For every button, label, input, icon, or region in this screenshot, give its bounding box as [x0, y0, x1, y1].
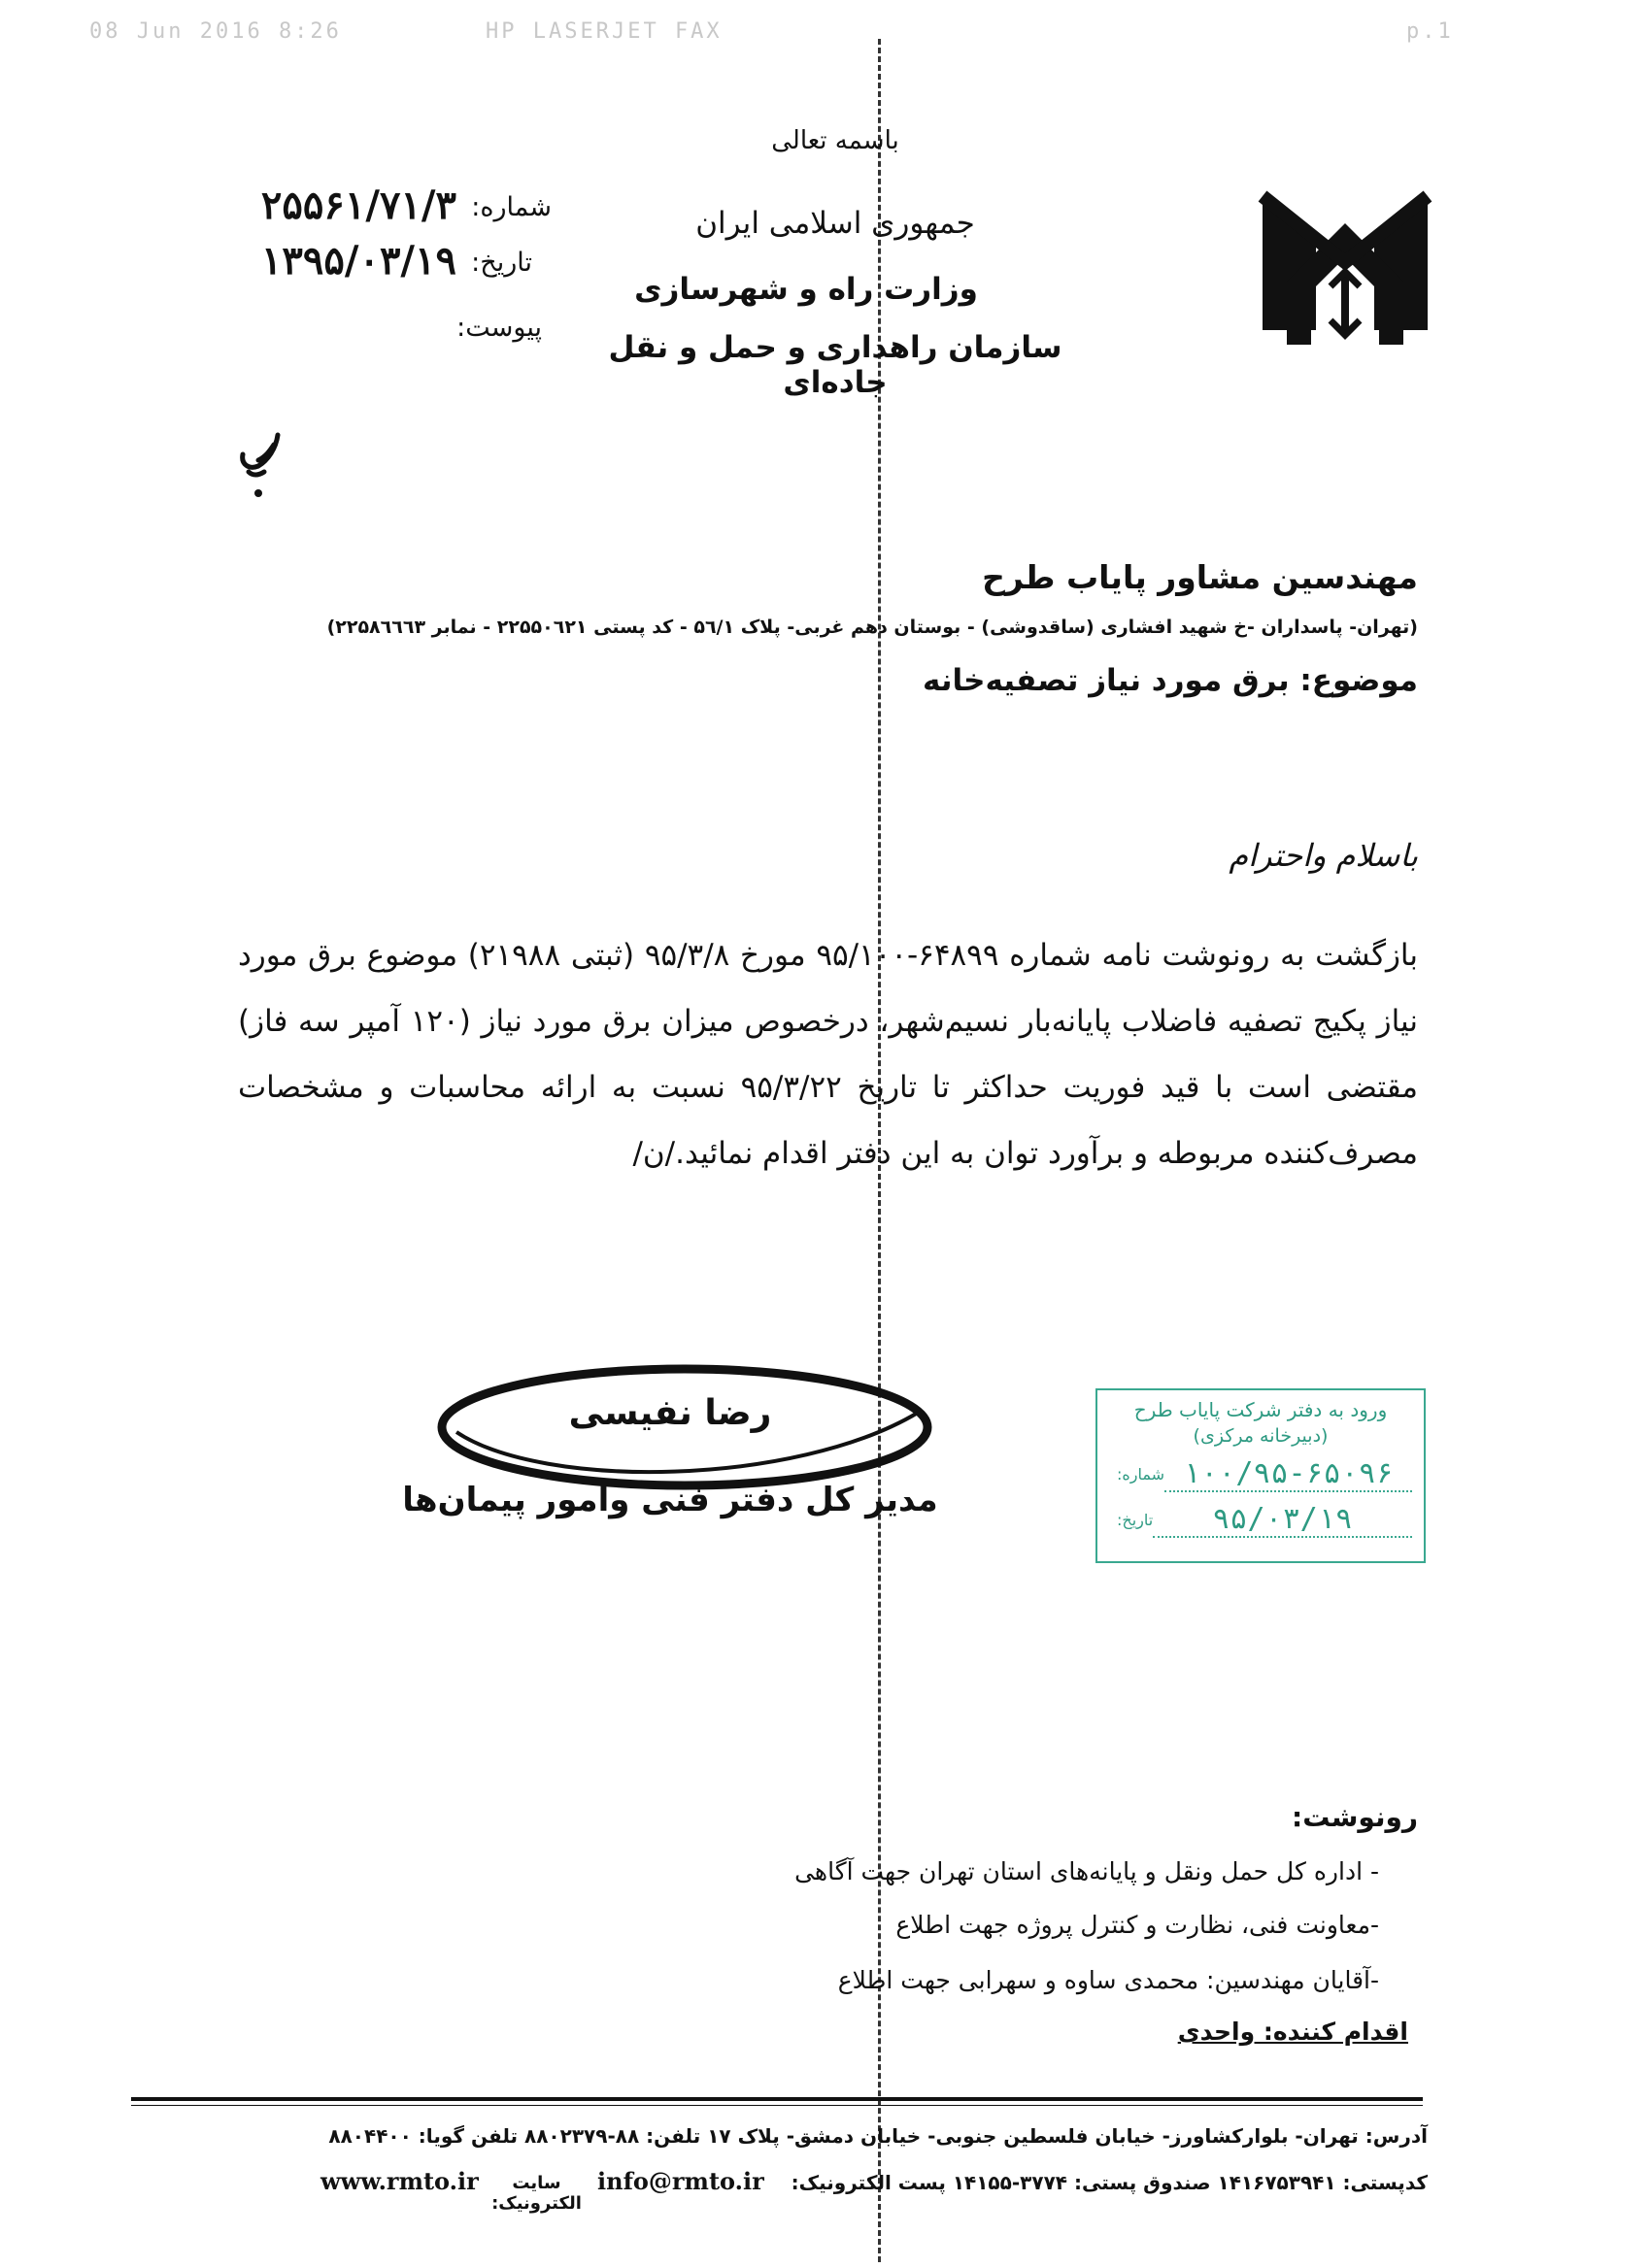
- fax-page-number: p.1: [1406, 19, 1454, 44]
- greeting: باسلام واحترام: [1229, 837, 1418, 874]
- footer-web-label: سایت الکترونیک:: [491, 2173, 582, 2214]
- organization-logo-icon: [1248, 184, 1442, 354]
- stamp-number-value: ۱۰۰/۹۵-۶۵۰۹۶: [1164, 1456, 1412, 1492]
- recipient-address: (تهران- پاسداران -خ شهید افشاری (ساقدوشی) - بوستان دهم غربی- پلاک ۵٦/۱ - کد پستی ۲۲۵۵۰٦۲۱ - نمابر ۲۲۵۸٦٦٦۳): [326, 617, 1418, 638]
- signatory-name: رضا نفیسی: [568, 1393, 772, 1433]
- cc-item: -آقایان مهندسین: محمدی ساوه و سهرابی جهت اطلاع: [837, 1966, 1379, 1994]
- stamp-number-label: شماره:: [1117, 1465, 1165, 1484]
- footer-postal-text: کدپستی: ۱۴۱۶۷۵۳۹۴۱ صندوق پستی: ۳۷۷۴-۱۴۱۵۵ پست الکترونیک:: [791, 2171, 1428, 2194]
- stamp-date-label: تاریخ:: [1117, 1511, 1154, 1529]
- letter-number-value: ۲۵۵۶۱/۷۱/۳: [260, 183, 456, 228]
- receipt-stamp: [1095, 1388, 1426, 1563]
- footer-divider: [131, 2097, 1423, 2101]
- footer-divider-thin: [131, 2105, 1423, 2106]
- footer-email-link[interactable]: info@rmto.ir: [597, 2167, 764, 2195]
- organization-name: سازمان راهداری و حمل و نقل جاده‌ای: [608, 330, 1062, 400]
- attachment-label: پیوست:: [456, 313, 542, 343]
- footer-address: آدرس: تهران- بلوارکشاورز- خیابان فلسطین جنوبی- خیابان دمشق- پلاک ۱۷ تلفن: ۸۸-۸۸۰۲۳۷۹ تلفن گویا: ۸۸۰۴۴۰۰: [328, 2124, 1428, 2148]
- subject-line: موضوع: برق مورد نیاز تصفیه‌خانه: [923, 663, 1418, 698]
- fax-header: [0, 0, 1651, 68]
- cc-item: - اداره کل حمل ونقل و پایانه‌های استان تهران جهت آگاهی: [794, 1857, 1379, 1885]
- letter-number-label: شماره:: [471, 192, 552, 222]
- handwritten-fax-mark-icon: [229, 427, 287, 505]
- stamp-title: ورود به دفتر شرکت پایاب طرح: [1133, 1398, 1388, 1421]
- cc-item: -معاونت فنی، نظارت و کنترل پروژه جهت اطلاع: [895, 1911, 1379, 1939]
- letter-body: بازگشت به رونوشت نامه شماره ۶۴۸۹۹-۹۵/۱۰۰ مورخ ۹۵/۳/۸ (ثبتی ۲۱۹۸۸) موضوع برق مورد نیاز پکیج تصفیه فاضلاب پایانه‌بار نسیم‌شهر، درخصوص میزان برق مورد نیاز (۱۲۰ آمپر سه فاز) مقتضی است با قید فوریت حداکثر تا تاریخ ۹۵/۳/۲۲ نسبت به ارائه محاسبات و مشخصات مصرف‌کننده مربوطه و برآورد توان به این دفتر اقدام نمائید./ن/: [238, 938, 1419, 1171]
- signatory-title: مدیر کل دفتر فنی وامور پیمان‌ها: [402, 1481, 938, 1519]
- action-by: اقدام کننده: واحدی: [1177, 2018, 1408, 2046]
- letter-date-label: تاریخ:: [471, 248, 532, 278]
- fax-device: HP LASERJET FAX: [486, 19, 723, 44]
- stamp-number-row: [1109, 1456, 1412, 1492]
- footer-website-link[interactable]: www.rmto.ir: [320, 2167, 479, 2195]
- recipient-name: مهندسین مشاور پایاب طرح: [982, 558, 1418, 596]
- letter-date-value: ۱۳۹۵/۰۳/۱۹: [260, 238, 456, 284]
- stamp-date-value: ۹۵/۰۳/۱۹: [1153, 1502, 1412, 1538]
- basmala: باسمه تعالی: [771, 126, 899, 155]
- fax-date: 08 Jun 2016 8:26: [89, 19, 342, 44]
- stamp-date-row: [1109, 1502, 1412, 1538]
- ministry-name: وزارت راه و شهرسازی: [634, 272, 978, 307]
- country-name: جمهوری اسلامی ایران: [695, 206, 975, 241]
- cc-heading: رونوشت:: [1292, 1801, 1418, 1833]
- stamp-subtitle: (دبیرخانه مرکزی): [1193, 1425, 1329, 1447]
